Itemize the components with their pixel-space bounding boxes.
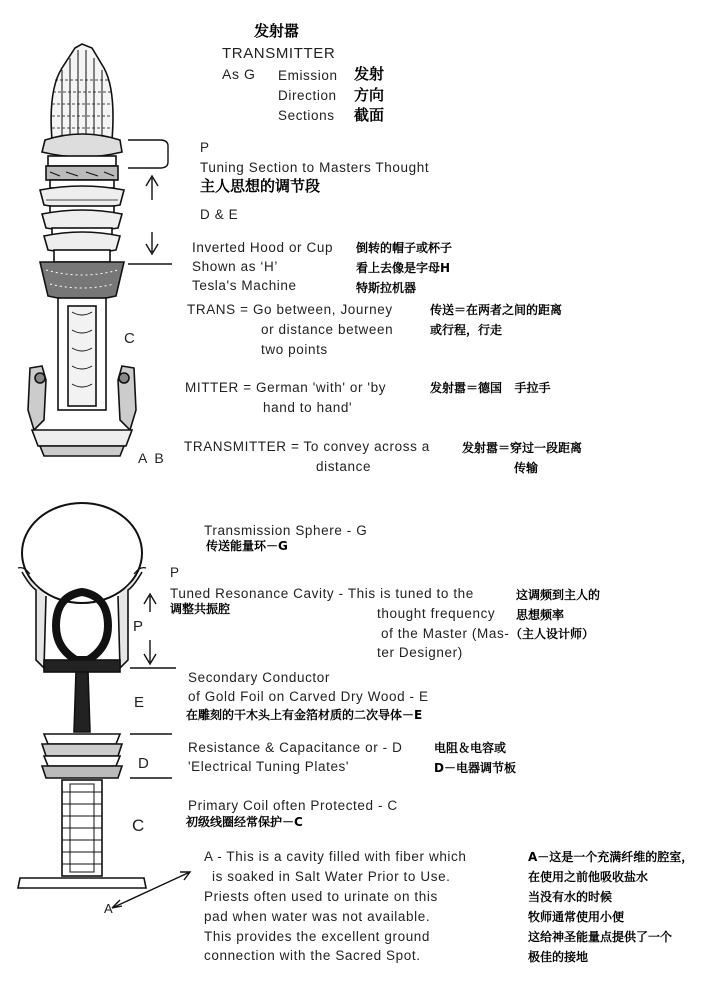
cavity-zh-right-1: 这调频到主人的 xyxy=(516,588,601,602)
trans-zh-1: 传送＝在两者之间的距离 xyxy=(430,303,563,317)
trans-zh-2: 或行程，行走 xyxy=(430,323,503,337)
cavity-en-1: Tuned Resonance Cavity - This is tuned to the xyxy=(170,586,474,601)
cavity-zh-right-2: 思想频率 xyxy=(516,608,565,622)
emission-en: Emission xyxy=(278,68,338,83)
a-desc-en-2: is soaked in Salt Water Prior to Use. xyxy=(212,869,451,884)
trans-en-1: TRANS = Go between, Journey xyxy=(187,302,393,317)
tuning-section-brace xyxy=(128,140,172,264)
resistance-en-1: Resistance & Capacitance or - D xyxy=(188,740,403,755)
hood-en-3: Tesla's Machine xyxy=(192,278,297,293)
direction-zh: 方向 xyxy=(354,86,385,104)
a-desc-zh-3: 当没有水的时候 xyxy=(528,890,613,904)
de-label: D & E xyxy=(200,207,239,222)
sphere-zh: 传送能量环－G xyxy=(206,539,288,553)
secondary-en-2: of Gold Foil on Carved Dry Wood - E xyxy=(188,689,429,704)
title-en: TRANSMITTER xyxy=(222,45,336,62)
as-g-label: As G xyxy=(222,66,256,82)
primary-en: Primary Coil often Protected - C xyxy=(188,798,398,813)
mitter-zh: 发射嚣＝德国 手拉手 xyxy=(430,381,551,395)
a-desc-en-6: connection with the Sacred Spot. xyxy=(204,948,421,963)
djed-pillar-drawing xyxy=(28,44,136,456)
c-label-top: C xyxy=(124,330,135,347)
mitter-en-1: MITTER = German 'with' or 'by xyxy=(185,380,387,395)
hood-zh-3: 特斯拉机器 xyxy=(356,281,417,295)
a-desc-en-1: A - This is a cavity filled with fiber which xyxy=(204,849,467,864)
p-label-bottom: P xyxy=(170,565,180,580)
cavity-zh-left: 调整共振腔 xyxy=(170,602,231,616)
mitter-en-2: hand to hand' xyxy=(263,400,353,415)
a-desc-zh-5: 这给神圣能量点提供了一个 xyxy=(528,930,673,944)
hood-zh-2: 看上去像是字母H xyxy=(356,261,451,275)
primary-zh: 初级线圈经常保护－C xyxy=(186,815,303,829)
trans-en-2: or distance between xyxy=(261,322,394,337)
secondary-zh: 在雕刻的干木头上有金箔材质的二次导体－E xyxy=(186,708,423,722)
trans-en-3: two points xyxy=(261,342,328,357)
cavity-zh-right-3: （主人设计师） xyxy=(510,627,595,641)
cavity-en-4: ter Designer) xyxy=(377,645,463,660)
resistance-zh-2: D－电器调节板 xyxy=(434,761,516,775)
ab-label: A B xyxy=(138,450,164,466)
hood-zh-1: 倒转的帽子或杯子 xyxy=(356,241,453,255)
a-desc-zh-4: 牧师通常使用小便 xyxy=(528,910,625,924)
hood-en-2: Shown as ‘H’ xyxy=(192,259,278,274)
a-marker: A xyxy=(104,901,113,916)
tuning-section-en: Tuning Section to Masters Thought xyxy=(200,160,430,175)
cavity-en-2: thought frequency xyxy=(377,606,496,621)
transmitter-def-en-1: TRANSMITTER = To convey across a xyxy=(184,439,430,454)
p-label-top: P xyxy=(200,140,210,155)
d-marker: D xyxy=(138,755,149,772)
tuning-section-zh: 主人思想的调节段 xyxy=(200,177,321,195)
cavity-en-3: of the Master (Mas- xyxy=(381,626,510,641)
transmitter-def-zh-2: 传输 xyxy=(514,461,539,475)
title-zh: 发射嚣 xyxy=(254,22,300,40)
emission-zh: 发射 xyxy=(354,65,385,83)
e-marker: E xyxy=(134,694,145,711)
a-desc-en-4: pad when water was not available. xyxy=(204,909,431,924)
c-marker: C xyxy=(132,816,145,835)
sections-en: Sections xyxy=(278,108,335,123)
transmitter-def-en-2: distance xyxy=(316,459,372,474)
resistance-zh-1: 电阻＆电容或 xyxy=(434,741,507,755)
secondary-en-1: Secondary Conductor xyxy=(188,670,330,685)
direction-en: Direction xyxy=(278,88,337,103)
p-marker: P xyxy=(133,618,144,635)
a-desc-en-3: Priests often used to urinate on this xyxy=(204,889,438,904)
ankh-sphere-drawing xyxy=(18,503,146,888)
sections-zh: 截面 xyxy=(354,106,385,124)
transmitter-def-zh-1: 发射嚣＝穿过一段距离 xyxy=(462,441,583,455)
a-desc-en-5: This provides the excellent ground xyxy=(204,929,431,944)
resistance-en-2: 'Electrical Tuning Plates' xyxy=(188,759,350,774)
a-desc-zh-1: A－这是一个充满纤维的腔室， xyxy=(528,850,694,864)
a-desc-zh-2: 在使用之前他吸收盐水 xyxy=(528,870,649,884)
a-desc-zh-6: 极佳的接地 xyxy=(528,950,589,964)
hood-en-1: Inverted Hood or Cup xyxy=(192,240,334,255)
sphere-en: Transmission Sphere - G xyxy=(204,523,368,538)
